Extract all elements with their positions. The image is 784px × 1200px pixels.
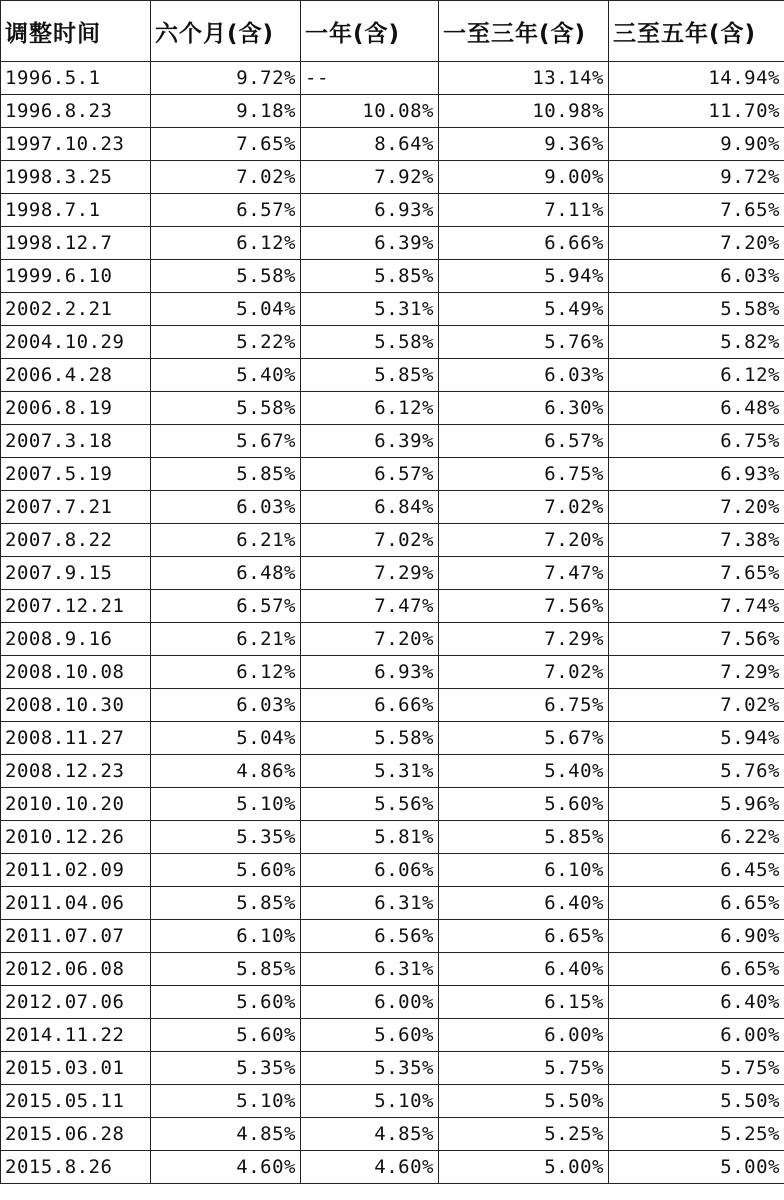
cell-three-to-five-years: 6.48% (609, 392, 784, 425)
cell-six-months: 6.03% (151, 491, 301, 524)
cell-one-to-three-years: 6.03% (439, 359, 609, 392)
cell-six-months: 5.58% (151, 260, 301, 293)
table-row (1, 788, 784, 821)
cell-one-to-three-years: 6.75% (439, 689, 609, 722)
table-row (1, 359, 784, 392)
cell-one-year: 6.66% (301, 689, 439, 722)
table-row (1, 326, 784, 359)
cell-six-months: 6.57% (151, 590, 301, 623)
cell-one-year: 6.93% (301, 194, 439, 227)
cell-adjust-date: 2007.3.18 (1, 425, 151, 458)
cell-adjust-date: 2015.03.01 (1, 1052, 151, 1085)
cell-three-to-five-years: 6.22% (609, 821, 784, 854)
table-row (1, 821, 784, 854)
cell-adjust-date: 2007.9.15 (1, 557, 151, 590)
cell-one-to-three-years: 6.30% (439, 392, 609, 425)
cell-one-year: 5.31% (301, 293, 439, 326)
table-row (1, 491, 784, 524)
cell-six-months: 9.72% (151, 62, 301, 95)
table-row (1, 227, 784, 260)
cell-one-to-three-years: 7.56% (439, 590, 609, 623)
cell-adjust-date: 2008.10.08 (1, 656, 151, 689)
cell-adjust-date: 1996.5.1 (1, 62, 151, 95)
cell-one-to-three-years: 5.75% (439, 1052, 609, 1085)
cell-three-to-five-years: 6.40% (609, 986, 784, 1019)
cell-one-to-three-years: 9.00% (439, 161, 609, 194)
cell-one-year: 5.81% (301, 821, 439, 854)
cell-one-year: 7.02% (301, 524, 439, 557)
cell-one-to-three-years: 5.49% (439, 293, 609, 326)
header-one-to-three-years: 一至三年(含) (439, 1, 609, 62)
cell-one-year: 4.60% (301, 1151, 439, 1184)
cell-one-to-three-years: 6.00% (439, 1019, 609, 1052)
table-header (1, 1, 784, 62)
cell-six-months: 4.60% (151, 1151, 301, 1184)
cell-adjust-date: 2011.02.09 (1, 854, 151, 887)
cell-one-year: 5.58% (301, 722, 439, 755)
cell-six-months: 6.10% (151, 920, 301, 953)
table-row (1, 590, 784, 623)
table-row (1, 920, 784, 953)
cell-one-year: 5.60% (301, 1019, 439, 1052)
cell-adjust-date: 2008.10.30 (1, 689, 151, 722)
table-row (1, 128, 784, 161)
table-row (1, 425, 784, 458)
cell-one-year: 6.12% (301, 392, 439, 425)
cell-one-year: 8.64% (301, 128, 439, 161)
cell-one-to-three-years: 5.85% (439, 821, 609, 854)
cell-one-year: 5.85% (301, 260, 439, 293)
cell-adjust-date: 2007.7.21 (1, 491, 151, 524)
cell-adjust-date: 2015.06.28 (1, 1118, 151, 1151)
cell-adjust-date: 1998.7.1 (1, 194, 151, 227)
cell-three-to-five-years: 6.00% (609, 1019, 784, 1052)
cell-one-to-three-years: 5.25% (439, 1118, 609, 1151)
cell-three-to-five-years: 14.94% (609, 62, 784, 95)
cell-one-year: 7.92% (301, 161, 439, 194)
table-body (1, 62, 784, 1184)
cell-one-year: 5.35% (301, 1052, 439, 1085)
cell-three-to-five-years: 9.90% (609, 128, 784, 161)
cell-six-months: 6.57% (151, 194, 301, 227)
cell-six-months: 5.60% (151, 854, 301, 887)
cell-one-year: 6.84% (301, 491, 439, 524)
cell-six-months: 5.04% (151, 293, 301, 326)
cell-one-to-three-years: 5.00% (439, 1151, 609, 1184)
cell-three-to-five-years: 7.02% (609, 689, 784, 722)
cell-one-year: 7.29% (301, 557, 439, 590)
cell-one-to-three-years: 13.14% (439, 62, 609, 95)
cell-adjust-date: 2010.12.26 (1, 821, 151, 854)
cell-adjust-date: 2006.8.19 (1, 392, 151, 425)
cell-adjust-date: 2007.5.19 (1, 458, 151, 491)
table-row (1, 1019, 784, 1052)
cell-three-to-five-years: 5.94% (609, 722, 784, 755)
cell-six-months: 7.02% (151, 161, 301, 194)
cell-six-months: 6.12% (151, 227, 301, 260)
cell-adjust-date: 2015.8.26 (1, 1151, 151, 1184)
cell-six-months: 6.12% (151, 656, 301, 689)
cell-three-to-five-years: 9.72% (609, 161, 784, 194)
cell-six-months: 6.48% (151, 557, 301, 590)
table-row (1, 1085, 784, 1118)
cell-three-to-five-years: 7.38% (609, 524, 784, 557)
cell-six-months: 5.67% (151, 425, 301, 458)
cell-adjust-date: 2012.06.08 (1, 953, 151, 986)
table-row (1, 392, 784, 425)
cell-three-to-five-years: 7.74% (609, 590, 784, 623)
cell-three-to-five-years: 11.70% (609, 95, 784, 128)
cell-six-months: 5.85% (151, 458, 301, 491)
cell-one-to-three-years: 7.20% (439, 524, 609, 557)
cell-one-to-three-years: 6.40% (439, 887, 609, 920)
cell-one-to-three-years: 7.29% (439, 623, 609, 656)
cell-six-months: 5.10% (151, 788, 301, 821)
cell-six-months: 6.03% (151, 689, 301, 722)
table-row (1, 887, 784, 920)
cell-three-to-five-years: 5.25% (609, 1118, 784, 1151)
cell-three-to-five-years: 6.45% (609, 854, 784, 887)
cell-adjust-date: 2004.10.29 (1, 326, 151, 359)
header-row (1, 1, 784, 62)
cell-six-months: 9.18% (151, 95, 301, 128)
cell-three-to-five-years: 7.65% (609, 194, 784, 227)
cell-six-months: 7.65% (151, 128, 301, 161)
cell-adjust-date: 2010.10.20 (1, 788, 151, 821)
cell-one-year: 10.08% (301, 95, 439, 128)
table-row (1, 260, 784, 293)
cell-six-months: 5.35% (151, 821, 301, 854)
cell-six-months: 5.58% (151, 392, 301, 425)
cell-one-to-three-years: 6.10% (439, 854, 609, 887)
table-row (1, 623, 784, 656)
cell-six-months: 5.10% (151, 1085, 301, 1118)
cell-one-to-three-years: 6.75% (439, 458, 609, 491)
cell-one-year: 5.31% (301, 755, 439, 788)
cell-three-to-five-years: 5.58% (609, 293, 784, 326)
cell-three-to-five-years: 7.20% (609, 227, 784, 260)
cell-adjust-date: 2007.8.22 (1, 524, 151, 557)
cell-six-months: 5.40% (151, 359, 301, 392)
cell-three-to-five-years: 5.50% (609, 1085, 784, 1118)
cell-three-to-five-years: 7.20% (609, 491, 784, 524)
cell-one-to-three-years: 7.02% (439, 491, 609, 524)
cell-adjust-date: 2012.07.06 (1, 986, 151, 1019)
cell-six-months: 5.22% (151, 326, 301, 359)
cell-adjust-date: 2011.07.07 (1, 920, 151, 953)
cell-three-to-five-years: 6.75% (609, 425, 784, 458)
table-row (1, 194, 784, 227)
cell-one-year: -- (301, 62, 439, 95)
cell-one-year: 5.85% (301, 359, 439, 392)
table-row (1, 1118, 784, 1151)
cell-one-to-three-years: 5.94% (439, 260, 609, 293)
cell-three-to-five-years: 6.65% (609, 887, 784, 920)
cell-one-year: 7.20% (301, 623, 439, 656)
cell-three-to-five-years: 6.93% (609, 458, 784, 491)
cell-adjust-date: 1998.12.7 (1, 227, 151, 260)
cell-one-year: 7.47% (301, 590, 439, 623)
table-row (1, 722, 784, 755)
cell-six-months: 5.60% (151, 1019, 301, 1052)
cell-three-to-five-years: 6.65% (609, 953, 784, 986)
table-row (1, 953, 784, 986)
cell-one-to-three-years: 5.40% (439, 755, 609, 788)
cell-three-to-five-years: 5.96% (609, 788, 784, 821)
cell-one-to-three-years: 6.66% (439, 227, 609, 260)
cell-one-year: 6.00% (301, 986, 439, 1019)
cell-adjust-date: 2011.04.06 (1, 887, 151, 920)
cell-six-months: 5.85% (151, 953, 301, 986)
cell-one-year: 4.85% (301, 1118, 439, 1151)
table-row (1, 293, 784, 326)
cell-one-to-three-years: 7.47% (439, 557, 609, 590)
cell-one-year: 6.06% (301, 854, 439, 887)
header-one-year: 一年(含) (301, 1, 439, 62)
table-row (1, 161, 784, 194)
cell-adjust-date: 2008.12.23 (1, 755, 151, 788)
cell-one-year: 6.31% (301, 953, 439, 986)
table-row (1, 1151, 784, 1184)
cell-one-to-three-years: 5.76% (439, 326, 609, 359)
cell-six-months: 5.85% (151, 887, 301, 920)
cell-adjust-date: 2002.2.21 (1, 293, 151, 326)
cell-one-to-three-years: 7.11% (439, 194, 609, 227)
cell-adjust-date: 2008.9.16 (1, 623, 151, 656)
cell-one-to-three-years: 6.40% (439, 953, 609, 986)
cell-three-to-five-years: 5.76% (609, 755, 784, 788)
cell-one-to-three-years: 5.50% (439, 1085, 609, 1118)
cell-one-year: 5.58% (301, 326, 439, 359)
cell-adjust-date: 2014.11.22 (1, 1019, 151, 1052)
cell-one-to-three-years: 9.36% (439, 128, 609, 161)
cell-three-to-five-years: 7.65% (609, 557, 784, 590)
cell-one-to-three-years: 7.02% (439, 656, 609, 689)
cell-one-to-three-years: 6.15% (439, 986, 609, 1019)
cell-three-to-five-years: 7.29% (609, 656, 784, 689)
header-adjust-date: 调整时间 (1, 1, 151, 62)
cell-adjust-date: 1999.6.10 (1, 260, 151, 293)
cell-adjust-date: 2007.12.21 (1, 590, 151, 623)
cell-six-months: 5.04% (151, 722, 301, 755)
cell-adjust-date: 1997.10.23 (1, 128, 151, 161)
cell-one-to-three-years: 6.65% (439, 920, 609, 953)
cell-one-to-three-years: 10.98% (439, 95, 609, 128)
cell-three-to-five-years: 5.00% (609, 1151, 784, 1184)
cell-one-year: 5.56% (301, 788, 439, 821)
cell-adjust-date: 1998.3.25 (1, 161, 151, 194)
cell-one-year: 5.10% (301, 1085, 439, 1118)
cell-one-to-three-years: 5.67% (439, 722, 609, 755)
cell-adjust-date: 2006.4.28 (1, 359, 151, 392)
cell-six-months: 5.60% (151, 986, 301, 1019)
cell-one-to-three-years: 5.60% (439, 788, 609, 821)
cell-one-to-three-years: 6.57% (439, 425, 609, 458)
header-six-months: 六个月(含) (151, 1, 301, 62)
table-row (1, 656, 784, 689)
cell-three-to-five-years: 5.75% (609, 1052, 784, 1085)
cell-one-year: 6.39% (301, 425, 439, 458)
table-row (1, 986, 784, 1019)
table-row (1, 854, 784, 887)
table-row (1, 689, 784, 722)
cell-three-to-five-years: 5.82% (609, 326, 784, 359)
cell-six-months: 6.21% (151, 623, 301, 656)
cell-one-year: 6.31% (301, 887, 439, 920)
cell-three-to-five-years: 6.03% (609, 260, 784, 293)
table-row (1, 458, 784, 491)
table-row (1, 557, 784, 590)
cell-one-year: 6.39% (301, 227, 439, 260)
table-row (1, 62, 784, 95)
cell-six-months: 5.35% (151, 1052, 301, 1085)
cell-one-year: 6.57% (301, 458, 439, 491)
cell-adjust-date: 2008.11.27 (1, 722, 151, 755)
table-row (1, 755, 784, 788)
cell-adjust-date: 2015.05.11 (1, 1085, 151, 1118)
cell-three-to-five-years: 7.56% (609, 623, 784, 656)
table-row (1, 95, 784, 128)
table-row (1, 1052, 784, 1085)
cell-three-to-five-years: 6.90% (609, 920, 784, 953)
cell-six-months: 6.21% (151, 524, 301, 557)
cell-three-to-five-years: 6.12% (609, 359, 784, 392)
cell-one-year: 6.93% (301, 656, 439, 689)
cell-six-months: 4.85% (151, 1118, 301, 1151)
cell-six-months: 4.86% (151, 755, 301, 788)
cell-adjust-date: 1996.8.23 (1, 95, 151, 128)
cell-one-year: 6.56% (301, 920, 439, 953)
table-row (1, 524, 784, 557)
header-three-to-five-years: 三至五年(含) (609, 1, 784, 62)
